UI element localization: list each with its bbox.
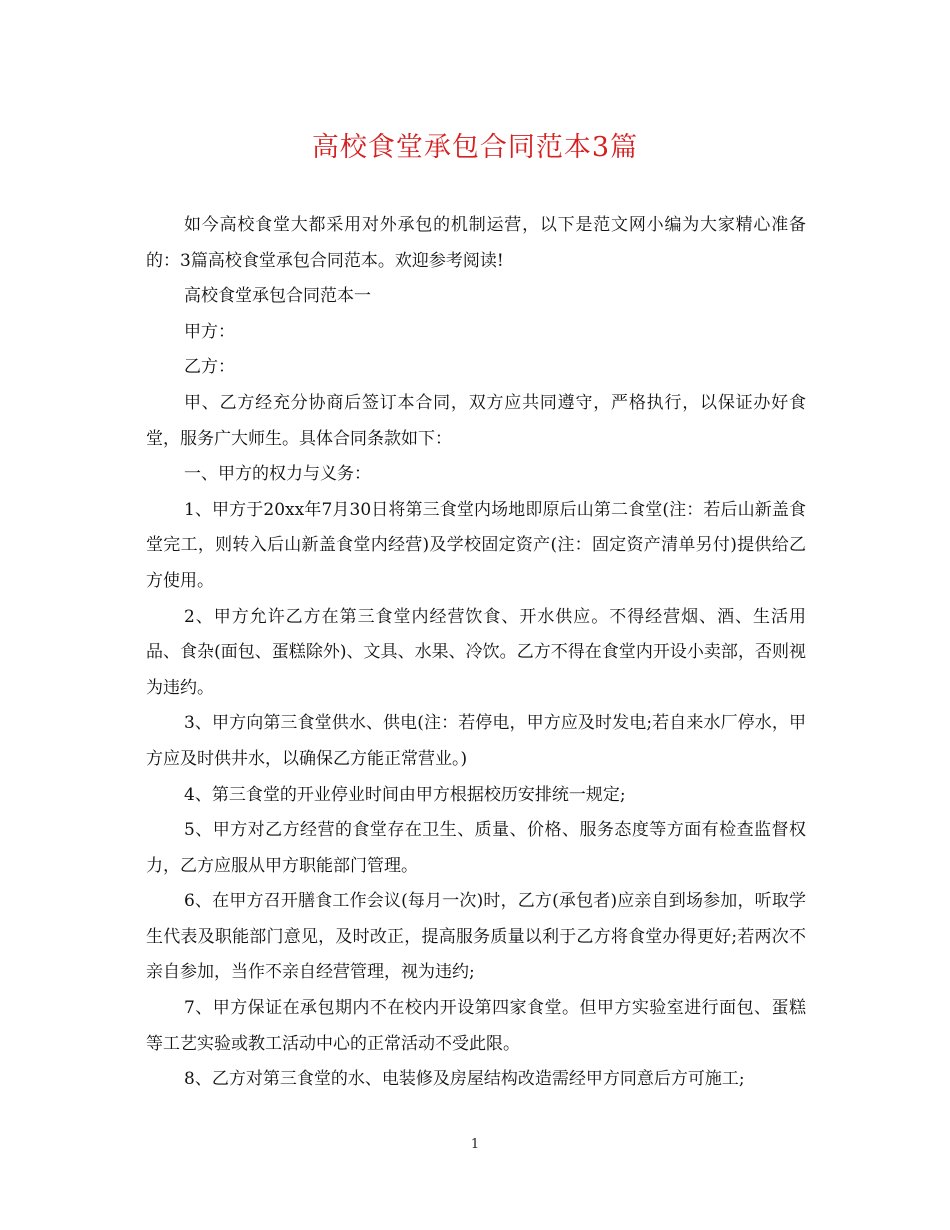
clause-6: 6、在甲方召开膳食工作会议(每月一次)时，乙方(承包者)应亲自到场参加，听取学生代表及职能部门意见，及时改正，提高服务质量以利于乙方将食堂办得更好;若两次不亲自参加，当作不亲自经营管理，视为违约; xyxy=(146,891,806,983)
clause-4: 4、第三食堂的开业停业时间由甲方根据校历安排统一规定; xyxy=(184,784,626,805)
party-b-line: 乙方： xyxy=(184,357,235,378)
section-heading: 一、甲方的权力与义务： xyxy=(184,464,371,485)
clause-8: 8、乙方对第三食堂的水、电装修及房屋结构改造需经甲方同意后方可施工; xyxy=(184,1069,745,1090)
document-body xyxy=(146,208,806,1098)
contract-heading: 高校食堂承包合同范本一 xyxy=(184,286,371,307)
clause-5: 5、甲方对乙方经营的食堂存在卫生、质量、价格、服务态度等方面有检查监督权力，乙方应服从甲方职能部门管理。 xyxy=(146,820,806,876)
clause-1: 1、甲方于20xx年7月30日将第三食堂内场地即原后山第二食堂(注：若后山新盖食堂完工，则转入后山新盖食堂内经营)及学校固定资产(注：固定资产清单另付)提供给乙方使用。 xyxy=(146,499,806,591)
clause-2: 2、甲方允许乙方在第三食堂内经营饮食、开水供应。不得经营烟、酒、生活用品、食杂(面包、蛋糕除外)、文具、水果、冷饮。乙方不得在食堂内开设小卖部，否则视为违约。 xyxy=(146,606,806,698)
clause-7: 7、甲方保证在承包期内不在校内开设第四家食堂。但甲方实验室进行面包、蛋糕等工艺实验或教工活动中心的正常活动不受此限。 xyxy=(146,998,806,1054)
party-a-line: 甲方： xyxy=(184,321,235,342)
preamble-paragraph: 甲、乙方经充分协商后签订本合同，双方应共同遵守，严格执行，以保证办好食堂，服务广大师生。具体合同条款如下： xyxy=(146,392,806,449)
clause-3: 3、甲方向第三食堂供水、供电(注：若停电，甲方应及时发电;若自来水厂停水，甲方应及时供井水，以确保乙方能正常营业。) xyxy=(146,713,806,769)
intro-paragraph: 如今高校食堂大都采用对外承包的机制运营，以下是范文网小编为大家精心准备的：3篇高校食堂承包合同范本。欢迎参考阅读! xyxy=(146,215,806,271)
document-title: 高校食堂承包合同范本3篇 xyxy=(311,132,639,163)
page-number: 1 xyxy=(470,1137,480,1152)
